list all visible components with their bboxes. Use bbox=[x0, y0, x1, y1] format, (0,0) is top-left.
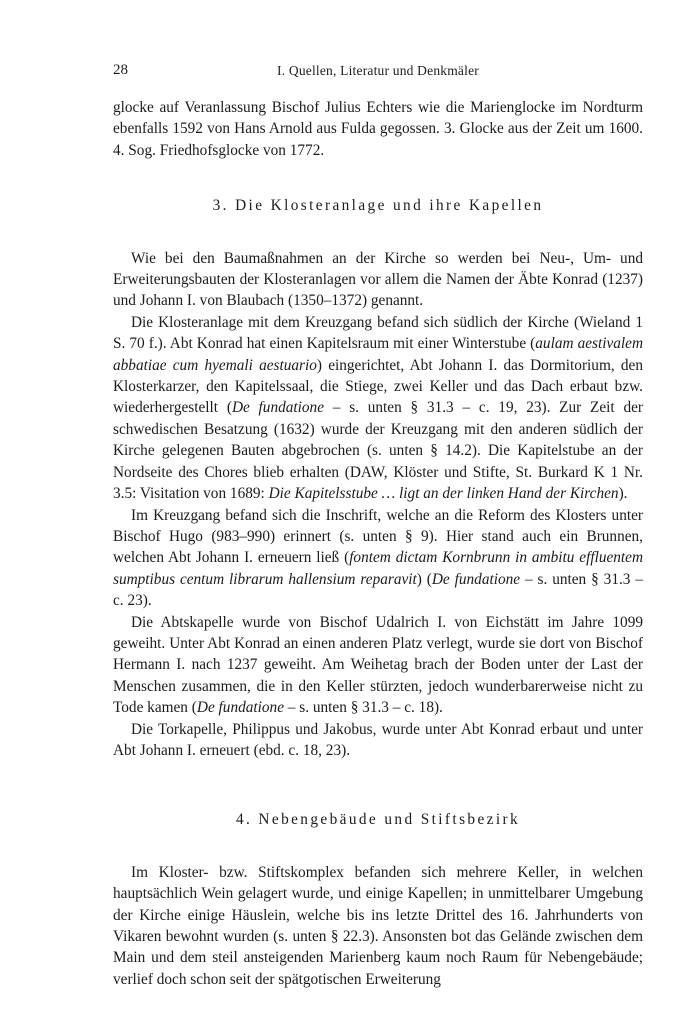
latin-quote: aulam aestivalem abbatiae cum hyemali aestuario bbox=[113, 335, 643, 374]
paragraph-building-phases: Wie bei den Baumaßnahmen an der Kirche so werden bei Neu-, Um- und Erweiterungsbauten der Klosteranlagen vor allem die Namen der Äbte Konrad (1237) und Johann I. von Blaubach (1350–1372) genannt. bbox=[113, 249, 643, 310]
running-title: I. Quellen, Literatur und Denkmäler bbox=[277, 63, 479, 78]
running-header bbox=[113, 62, 643, 84]
paragraph-abbot-chapel: Die Abtskapelle wurde von Bischof Udalrich I. von Eichstätt im Jahre 1099 geweiht. Unter Abt Konrad an einen anderen Platz verlegt, wurde sie dort von Bischof Hermann I. nach 1237 geweiht. Am Weihetag brach der Boden unter der Last der Menschen zusammen, die in den Keller stürzten, jedoch wunderbarerweise nicht zu Tode kamen (De fundatione – s. unten § 31.3 – c. 18). bbox=[113, 613, 643, 717]
source-title: De fundatione bbox=[231, 399, 324, 417]
page-number: 28 bbox=[113, 62, 128, 78]
section-heading-3: 3. Die Klosteranlage und ihre Kapellen bbox=[212, 197, 544, 215]
section-heading-4: 4. Nebengebäude und Stiftsbezirk bbox=[235, 811, 521, 829]
quoted-visitation: Die Kapitelsstube … ligt an der linken Hand der Kirchen bbox=[268, 485, 619, 503]
continuation-paragraph: glocke auf Veranlassung Bischof Julius Echters wie die Marienglocke im Nordturm ebenfalls 1592 von Hans Arnold aus Fulda gegossen. 3. Glocke aus der Zeit um 1600. 4. Sog. Friedhofsglocke von 1772. bbox=[113, 99, 643, 159]
paragraph-cloister-layout: Die Klosteranlage mit dem Kreuzgang befand sich südlich der Kirche (Wieland 1 S. 70 f.). Abt Konrad hat einen Kapitelsraum mit einer Winterstube (aulam aestivalem abbatiae cum hyemali aestuario) eingerichtet, Abt Johann I. das Dormitorium, den Klosterkarzer, den Kapitelssaal, die Stiege, zwei Keller und das Dach erbaut bzw. wiederhergestellt (De fundatione – s. unten § 31.3 – c. 19, 23). Zur Zeit der schwedischen Besatzung (1632) wurde der Kreuzgang mit den anderen südlich der Kirche gelegenen Bauten abgebrochen (s. unten § 14.2). Die Kapitelstube an der Nordseite des Chores blieb erhalten (DAW, Klöster und Stifte, St. Burkard K 1 Nr. 3.5: Visitation von 1689: Die Kapitelsstube … ligt an der linken Hand der Kirchen). bbox=[113, 313, 643, 503]
body-text bbox=[113, 97, 643, 990]
paragraph-cloister-walk: Im Kreuzgang befand sich die Inschrift, welche an die Reform des Klosters unter Bischof Hugo (983–990) erinnert (s. unten § 9). Hier stand auch ein Brunnen, welchen Abt Johann I. erneuern ließ (fontem dictam Kornbrunn in ambitu effluentem sumptibus centum librarum hallensium reparavit) (De fundatione – s. unten § 31.3 – c. 23). bbox=[113, 506, 644, 610]
source-title: De fundatione bbox=[196, 699, 284, 717]
source-title: De fundatione bbox=[431, 570, 521, 588]
paragraph-gate-chapel: Die Torkapelle, Philippus und Jakobus, wurde unter Abt Konrad erbaut und unter Abt Johann I. erneuert (ebd. c. 18, 23). bbox=[113, 720, 643, 759]
paragraph-outbuildings: Im Kloster- bzw. Stiftskomplex befanden sich mehrere Keller, in welchen hauptsächlich Wein gelagert wurde, und einige Kapellen; in unmittelbarer Umgebung der Kirche einige Häuslein, welche bis ins letzte Drittel des 16. Jahrhunderts von Vikaren bewohnt wurden (s. unten § 22.3). Ansonsten bot das Gelände zwischen dem Main und dem steil ansteigenden Marienberg kaum noch Raum für Nebengebäude; verlief doch schon seit der spätgotischen Erweiterung bbox=[113, 863, 643, 988]
latin-quote: fontem dictam Kornbrunn in ambitu effluentem sumptibus centum librarum hallensium reparavit bbox=[113, 549, 643, 588]
